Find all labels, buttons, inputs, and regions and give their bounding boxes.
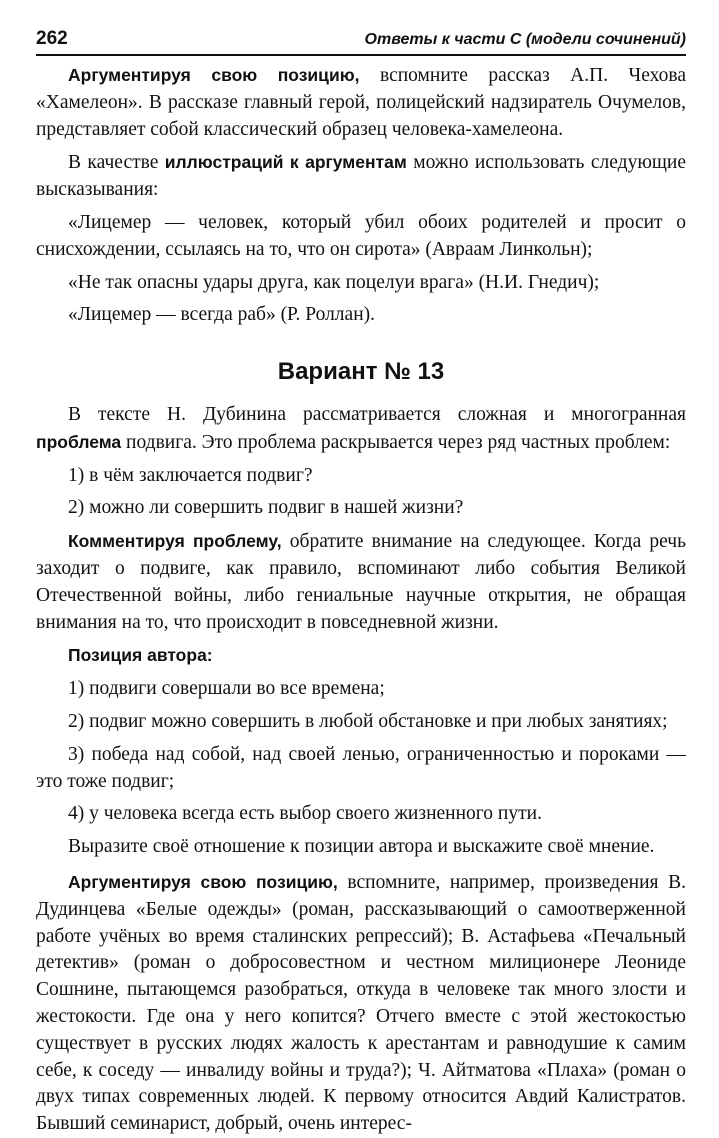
paragraph-text: подвига. Это проблема раскрывается через ряд частных проблем: [121,431,671,453]
quote-item: «Лицемер — человек, который убил обоих родителей и просит о снисхождении, ссылаясь на то, что он сирота» (Авраам Линкольн); [36,211,686,260]
bold-phrase: Позиция автора: [68,645,213,666]
bold-phrase: проблема [36,431,122,452]
argument-paragraph-top [36,62,686,143]
page-body [36,62,686,1138]
argument-paragraph [36,869,686,1138]
list-item: 3) победа над собой, над своей ленью, ограниченностью и пороками — это тоже подвиг; [36,743,686,792]
bold-phrase: иллюстраций к аргументам [164,152,407,173]
bold-phrase: Комментируя проблему, [68,531,282,552]
quote-item: «Лицемер — всегда раб» (Р. Роллан). [68,304,375,326]
paragraph-text: вспомните, например, произведения В. Дудинцева «Белые одежды» (роман, рассказывающий о самоотверженной работе учёных во время сталинских репрессий); В. Астафьева «Печальный детектив» (роман о добросовестном и честном милиционере Леониде Сошнине, пытающемся разобраться, откуда в человеке так много злости и жестокости. Где она у него копится? Отчего вместе с этой жестокостью существует в русских людях жалость к арестантам и равнодушие к самим себе, к соседу — инвалиду войны и труда?); Ч. Айтматова «Плаха» (роман о двух типах современных людей. К первому относится Авдий Калистратов. Бывший семинарист, добрый, очень интерес- [36,871,687,1135]
illustrations-paragraph [36,149,686,204]
page-header [36,28,686,56]
paragraph-text: можно использовать следующие высказывания: [36,152,686,201]
page-number: 262 [36,28,68,49]
list-item: 2) подвиг можно совершить в любой обстановке и при любых занятиях; [68,710,668,732]
quote-item: «Не так опасны удары друга, как поцелуи врага» (Н.И. Гнедич); [68,271,600,293]
bold-phrase: Аргументируя свою позицию, [68,871,338,892]
section-title: Вариант № 13 [277,358,445,386]
list-item: 4) у человека всегда есть выбор своего жизненного пути. [68,803,542,825]
paragraph-text: обратите внимание на следующее. Когда речь заходит о подвиге, как правило, вспоминают либо события Великой Отечественной войны, либо гениальные научные открытия, не обращая внимания на то, что происходит в повседневной жизни. [36,531,686,633]
paragraph-text: В тексте Н. Дубинина рассматривается сложная и многогранная [68,403,686,425]
list-item: 2) можно ли совершить подвиг в нашей жизни? [68,497,464,519]
list-item: 1) подвиги совершали во все времена; [68,678,385,700]
paragraph-text: вспомните рассказ А.П. Чехова «Хамелеон». В рассказе главный герой, полицейский надзиратель Очумелов, представляет собой классический образец человека-хамелеона. [36,65,686,140]
express-paragraph: Выразите своё отношение к позиции автора и выскажите своё мнение. [68,836,655,858]
running-title: Ответы к части С (модели сочинений) [364,31,686,48]
position-label [36,642,686,670]
intro-paragraph [36,402,686,457]
comment-paragraph [36,528,686,636]
book-page [36,28,686,1138]
paragraph-text: В качестве [68,152,165,174]
list-item: 1) в чём заключается подвиг? [68,464,313,486]
bold-phrase: Аргументируя свою позицию, [68,65,360,85]
